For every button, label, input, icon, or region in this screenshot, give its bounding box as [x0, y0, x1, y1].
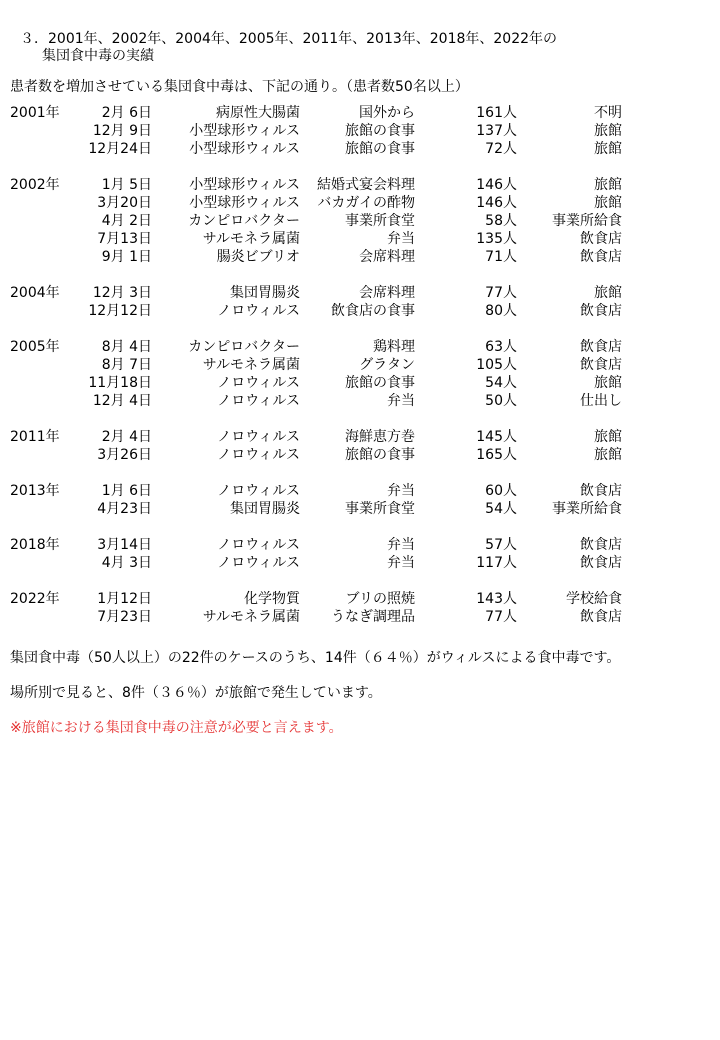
record-place: 飲食店	[580, 483, 622, 499]
record-place: 飲食店	[580, 609, 622, 625]
record-cause: 小型球形ウィルス	[189, 177, 300, 193]
record-row	[0, 122, 720, 140]
record-food: 弁当	[387, 537, 415, 553]
record-row	[0, 392, 720, 410]
record-count: 137人	[476, 123, 517, 139]
record-date: 7月23日	[97, 609, 152, 625]
record-date: 8月 4日	[101, 339, 152, 355]
record-place: 仕出し	[580, 393, 622, 409]
section-heading-line-1: ３．2001年、2002年、2004年、2005年、2011年、2013年、2018年、2022年の	[20, 31, 558, 47]
year-label: 2018年	[10, 537, 60, 553]
record-food: 旅館の食事	[345, 375, 415, 391]
record-row	[0, 176, 720, 194]
record-cause: ノロウィルス	[217, 393, 300, 409]
record-row	[0, 446, 720, 464]
record-count: 71人	[485, 249, 517, 265]
record-place: 飲食店	[580, 339, 622, 355]
record-place: 旅館	[594, 375, 622, 391]
record-date: 12月24日	[88, 141, 152, 157]
record-row	[0, 104, 720, 122]
record-count: 77人	[485, 609, 517, 625]
year-label: 2022年	[10, 591, 60, 607]
record-food: 事業所食堂	[345, 501, 415, 517]
record-food: 旅館の食事	[345, 447, 415, 463]
record-count: 146人	[476, 177, 517, 193]
record-date: 9月 1日	[101, 249, 152, 265]
record-food: 弁当	[387, 555, 415, 571]
record-place: 旅館	[594, 177, 622, 193]
record-count: 161人	[476, 105, 517, 121]
record-food: 海鮮恵方巻	[345, 429, 415, 445]
record-date: 4月 2日	[101, 213, 152, 229]
record-row	[0, 536, 720, 554]
record-date: 1月 5日	[101, 177, 152, 193]
record-food: 弁当	[387, 231, 415, 247]
record-row	[0, 212, 720, 230]
intro-text: 患者数を増加させている集団食中毒は、下記の通り。（患者数50名以上）	[10, 79, 469, 95]
year-label: 2013年	[10, 483, 60, 499]
record-count: 145人	[476, 429, 517, 445]
record-place: 旅館	[594, 285, 622, 301]
record-count: 57人	[485, 537, 517, 553]
record-cause: ノロウィルス	[217, 447, 300, 463]
record-cause: 集団胃腸炎	[230, 501, 300, 517]
record-place: 飲食店	[580, 537, 622, 553]
record-row	[0, 302, 720, 320]
record-place: 旅館	[594, 429, 622, 445]
record-count: 117人	[476, 555, 517, 571]
record-food: 弁当	[387, 483, 415, 499]
record-cause: ノロウィルス	[217, 429, 300, 445]
record-row	[0, 590, 720, 608]
record-date: 4月23日	[97, 501, 152, 517]
record-date: 3月14日	[97, 537, 152, 553]
record-count: 146人	[476, 195, 517, 211]
record-food: 会席料理	[359, 285, 415, 301]
record-cause: サルモネラ属菌	[202, 357, 300, 373]
record-place: 旅館	[594, 447, 622, 463]
record-place: 旅館	[594, 141, 622, 157]
record-place: 学校給食	[566, 591, 622, 607]
caution-note: ※旅館における集団食中毒の注意が必要と言えます。	[10, 720, 343, 736]
record-row	[0, 230, 720, 248]
record-food: グラタン	[359, 357, 415, 373]
record-date: 8月 7日	[101, 357, 152, 373]
record-food: 旅館の食事	[345, 123, 415, 139]
record-cause: 化学物質	[244, 591, 300, 607]
record-food: 事業所食堂	[345, 213, 415, 229]
record-date: 1月12日	[97, 591, 152, 607]
record-cause: カンピロバクター	[188, 339, 300, 355]
record-row	[0, 284, 720, 302]
record-cause: カンピロバクター	[188, 213, 300, 229]
record-food: バカガイの酢物	[317, 195, 415, 211]
year-label: 2002年	[10, 177, 60, 193]
year-label: 2001年	[10, 105, 60, 121]
record-food: 国外から	[359, 105, 415, 121]
record-date: 3月26日	[97, 447, 152, 463]
record-count: 143人	[476, 591, 517, 607]
record-place: 飲食店	[580, 249, 622, 265]
record-food: 旅館の食事	[345, 141, 415, 157]
record-place: 不明	[594, 105, 622, 121]
record-food: 飲食店の食事	[331, 303, 415, 319]
record-cause: 小型球形ウィルス	[189, 141, 300, 157]
record-count: 63人	[485, 339, 517, 355]
record-place: 旅館	[594, 123, 622, 139]
record-place: 旅館	[594, 195, 622, 211]
year-label: 2011年	[10, 429, 60, 445]
record-row	[0, 482, 720, 500]
record-count: 58人	[485, 213, 517, 229]
record-food: ブリの照焼	[345, 591, 415, 607]
record-place: 飲食店	[580, 231, 622, 247]
record-row	[0, 608, 720, 626]
record-cause: 病原性大腸菌	[216, 105, 300, 121]
record-date: 11月18日	[88, 375, 152, 391]
year-label: 2005年	[10, 339, 60, 355]
record-food: うなぎ調理品	[331, 609, 415, 625]
record-date: 12月 3日	[92, 285, 152, 301]
record-count: 50人	[485, 393, 517, 409]
record-cause: 腸炎ビブリオ	[216, 249, 300, 265]
record-cause: ノロウィルス	[217, 375, 300, 391]
record-date: 7月13日	[97, 231, 152, 247]
record-food: 結婚式宴会料理	[317, 177, 415, 193]
record-place: 事業所給食	[552, 213, 622, 229]
summary-virus: 集団食中毒（50人以上）の22件のケースのうち、14件（６４％）がウィルスによる食中毒です。	[10, 650, 621, 666]
record-date: 1月 6日	[101, 483, 152, 499]
record-cause: サルモネラ属菌	[202, 231, 300, 247]
record-date: 2月 6日	[101, 105, 152, 121]
record-cause: サルモネラ属菌	[202, 609, 300, 625]
record-cause: ノロウィルス	[217, 555, 300, 571]
record-cause: 集団胃腸炎	[230, 285, 300, 301]
record-row	[0, 356, 720, 374]
record-count: 77人	[485, 285, 517, 301]
record-cause: 小型球形ウィルス	[189, 195, 300, 211]
record-count: 135人	[476, 231, 517, 247]
year-label: 2004年	[10, 285, 60, 301]
record-row	[0, 248, 720, 266]
record-count: 165人	[476, 447, 517, 463]
record-cause: ノロウィルス	[217, 483, 300, 499]
record-place: 事業所給食	[552, 501, 622, 517]
record-count: 54人	[485, 501, 517, 517]
section-heading-line-2: 集団食中毒の実績	[42, 48, 154, 64]
record-date: 4月 3日	[101, 555, 152, 571]
record-date: 3月20日	[97, 195, 152, 211]
record-food: 弁当	[387, 393, 415, 409]
record-row	[0, 374, 720, 392]
record-date: 12月 4日	[92, 393, 152, 409]
record-count: 54人	[485, 375, 517, 391]
record-row	[0, 554, 720, 572]
record-food: 会席料理	[359, 249, 415, 265]
record-place: 飲食店	[580, 357, 622, 373]
record-date: 12月12日	[88, 303, 152, 319]
record-date: 12月 9日	[92, 123, 152, 139]
record-count: 72人	[485, 141, 517, 157]
record-count: 80人	[485, 303, 517, 319]
summary-ryokan: 場所別で見ると、8件（３６％）が旅館で発生しています。	[10, 685, 382, 701]
record-place: 飲食店	[580, 555, 622, 571]
record-row	[0, 194, 720, 212]
record-row	[0, 140, 720, 158]
record-food: 鶏料理	[373, 339, 415, 355]
record-row	[0, 428, 720, 446]
record-row	[0, 500, 720, 518]
record-date: 2月 4日	[101, 429, 152, 445]
section-heading	[20, 31, 557, 65]
record-count: 105人	[476, 357, 517, 373]
record-row	[0, 338, 720, 356]
record-place: 飲食店	[580, 303, 622, 319]
record-cause: 小型球形ウィルス	[189, 123, 300, 139]
record-cause: ノロウィルス	[217, 303, 300, 319]
record-cause: ノロウィルス	[217, 537, 300, 553]
record-count: 60人	[485, 483, 517, 499]
